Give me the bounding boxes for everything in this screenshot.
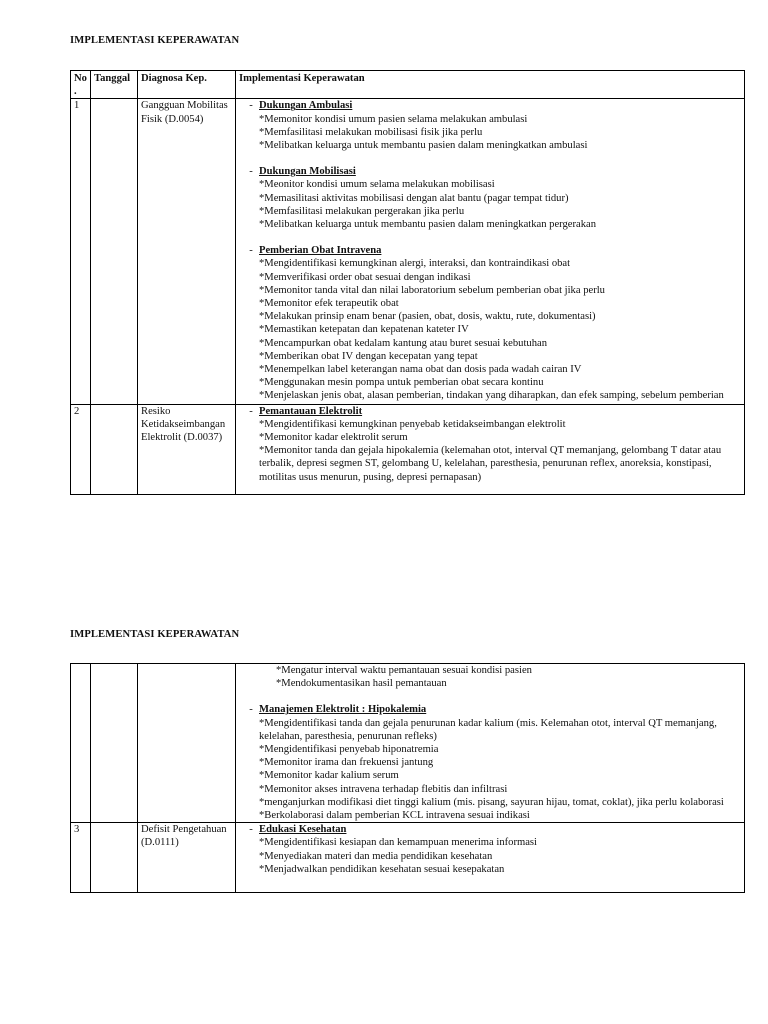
intervention-item: *Memfasilitasi melakukan mobilisasi fisik jika perlu xyxy=(259,126,483,138)
intervention-item: *Memonitor kadar elektrolit serum xyxy=(259,432,408,444)
intervention-item: *Memfasilitasi melakukan pergerakan jika perlu xyxy=(259,205,465,217)
table-body xyxy=(71,99,745,494)
intervention-item: *Mengidentifikasi tanda dan gejala penurunan kadar kalium (mis. Kelemahan otot, interval QT memanjang, kelelahan, paresthesia, penurunan refleks) xyxy=(259,717,717,742)
cell-implementasi xyxy=(236,664,745,823)
header-diagnosa: Diagnosa Kep. xyxy=(138,71,236,99)
intervention-item: *Melibatkan keluarga untuk membantu pasien dalam meningkatkan ambulasi xyxy=(259,140,588,152)
intervention-item: *Mengidentifikasi penyebab hiponatremia xyxy=(259,744,439,756)
intervention-body xyxy=(259,244,741,402)
intervention-item: *Mengatur interval waktu pemantauan sesuai kondisi pasien xyxy=(276,665,532,676)
intervention-item: *Memonitor efek terapeutik obat xyxy=(259,298,399,310)
table-row xyxy=(71,99,745,404)
bullet-dash: - xyxy=(249,100,253,112)
table-header-row xyxy=(71,71,745,99)
cell-no: 3 xyxy=(71,823,91,893)
intervention-item: *Menggunakan mesin pompa untuk pemberian obat secara kontinu xyxy=(259,377,544,389)
intervention-body xyxy=(259,165,741,231)
intervention-item: *Mengidentifikasi kesiapan dan kemampuan menerima informasi xyxy=(259,837,538,849)
intervention-block xyxy=(239,99,741,152)
intervention-block xyxy=(239,244,741,402)
cell-no xyxy=(71,664,91,823)
intervention-item: *Memverifikasi order obat sesuai dengan indikasi xyxy=(259,271,471,283)
cell-diagnosa: Defisit Pengetahuan (D.0111) xyxy=(138,823,236,893)
table-body xyxy=(71,664,745,893)
cell-no: 1 xyxy=(71,99,91,404)
implementation-table xyxy=(70,70,745,495)
intervention-item: *Memonitor kadar kalium serum xyxy=(259,770,399,782)
implementation-table-continued xyxy=(70,663,745,893)
bullet-dash: - xyxy=(249,245,253,257)
intervention-item: *Memonitor tanda dan gejala hipokalemia (kelemahan otot, interval QT memanjang, gelombang T datar atau terbalik, depresi segmen ST, gelombang U, kelelahan, paresthesia, penurunan reflex, anoreksia, konstipasi, motilitas usus menurun, pusing, depresi pernapasan) xyxy=(259,445,722,483)
cell-tanggal xyxy=(91,664,138,823)
table-row xyxy=(71,823,745,893)
cell-tanggal xyxy=(91,823,138,893)
intervention-item: *Meonitor kondisi umum selama melakukan mobilisasi xyxy=(259,179,495,191)
table-row xyxy=(71,404,745,494)
intervention-title: Dukungan Ambulasi xyxy=(259,100,353,112)
header-implementasi: Implementasi Keperawatan xyxy=(236,71,745,99)
intervention-item: *Memastikan ketepatan dan kepatenan kateter IV xyxy=(259,324,469,336)
cell-tanggal xyxy=(91,404,138,494)
bullet-dash: - xyxy=(249,704,253,716)
intervention-item: *Memonitor akses intravena terhadap flebitis dan infiltrasi xyxy=(259,783,508,795)
intervention-block xyxy=(239,703,741,822)
spacer xyxy=(239,690,741,703)
intervention-item: *Mengidentifikasi kemungkinan penyebab ketidakseimbangan elektrolit xyxy=(259,418,566,430)
intervention-item: *Memonitor irama dan frekuensi jantung xyxy=(259,757,434,769)
intervention-item: *Melakukan prinsip enam benar (pasien, obat, dosis, waktu, rute, dokumentasi) xyxy=(259,311,596,323)
intervention-item: *Mencampurkan obat kedalam kantung atau buret sesuai kebutuhan xyxy=(259,337,547,349)
intervention-item: *Memonitor tanda vital dan nilai laboratorium sebelum pemberian obat jika perlu xyxy=(259,284,605,296)
intervention-item: *Mendokumentasikan hasil pemantauan xyxy=(276,678,447,690)
intervention-body xyxy=(259,405,741,484)
cell-implementasi xyxy=(236,99,745,404)
page-title: IMPLEMENTASI KEPERAWATAN xyxy=(70,35,240,46)
intervention-block xyxy=(239,823,741,876)
bullet-dash: - xyxy=(249,824,253,836)
intervention-item: *Memberikan obat IV dengan kecepatan yang tepat xyxy=(259,350,478,362)
intervention-item: *Melibatkan keluarga untuk membantu pasien dalam meningkatkan pergerakan xyxy=(259,219,597,231)
intervention-title: Pemberian Obat Intravena xyxy=(259,245,382,257)
intervention-item: *Menjelaskan jenis obat, alasan pemberian, tindakan yang diharapkan, dan efek samping, sebelum pemberian xyxy=(259,390,724,402)
intervention-block xyxy=(239,165,741,231)
intervention-block xyxy=(239,405,741,484)
header-tanggal: Tanggal xyxy=(91,71,138,99)
cell-diagnosa: Resiko Ketidakseimbangan Elektrolit (D.0037) xyxy=(138,404,236,494)
cell-diagnosa xyxy=(138,664,236,823)
table-row xyxy=(71,664,745,823)
bullet-dash: - xyxy=(249,405,253,417)
intervention-item: *Menjadwalkan pendidikan kesehatan sesuai kesepakatan xyxy=(259,863,505,875)
cell-diagnosa: Gangguan Mobilitas Fisik (D.0054) xyxy=(138,99,236,404)
intervention-item: *menganjurkan modifikasi diet tinggi kalium (mis. pisang, sayuran hijau, tomat, coklat), jika perlu kolaborasi xyxy=(259,796,724,808)
continued-items xyxy=(239,664,741,690)
intervention-body xyxy=(259,703,741,822)
intervention-item: *Mengidentifikasi kemungkinan alergi, interaksi, dan kontraindikasi obat xyxy=(259,258,571,270)
bullet-dash: - xyxy=(249,166,253,178)
cell-implementasi xyxy=(236,404,745,494)
intervention-body xyxy=(259,823,741,876)
cell-implementasi xyxy=(236,823,745,893)
intervention-title: Edukasi Kesehatan xyxy=(259,824,347,836)
intervention-item: *Memonitor kondisi umum pasien selama melakukan ambulasi xyxy=(259,113,528,125)
intervention-item: *Menempelkan label keterangan nama obat dan dosis pada wadah cairan IV xyxy=(259,364,582,376)
intervention-title: Dukungan Mobilisasi xyxy=(259,166,356,178)
cell-tanggal xyxy=(91,99,138,404)
intervention-title: Pemantauan Elektrolit xyxy=(259,405,363,417)
header-no: No . xyxy=(71,71,91,99)
intervention-item: *Menyediakan materi dan media pendidikan kesehatan xyxy=(259,850,493,862)
intervention-item: *Berkolaborasi dalam pemberian KCL intravena sesuai indikasi xyxy=(259,810,530,822)
intervention-body xyxy=(259,99,741,152)
cell-no: 2 xyxy=(71,404,91,494)
intervention-item: *Memasilitasi aktivitas mobilisasi dengan alat bantu (pagar tempat tidur) xyxy=(259,192,569,204)
page-title: IMPLEMENTASI KEPERAWATAN xyxy=(70,629,240,640)
intervention-title: Manajemen Elektrolit : Hipokalemia xyxy=(259,704,427,716)
